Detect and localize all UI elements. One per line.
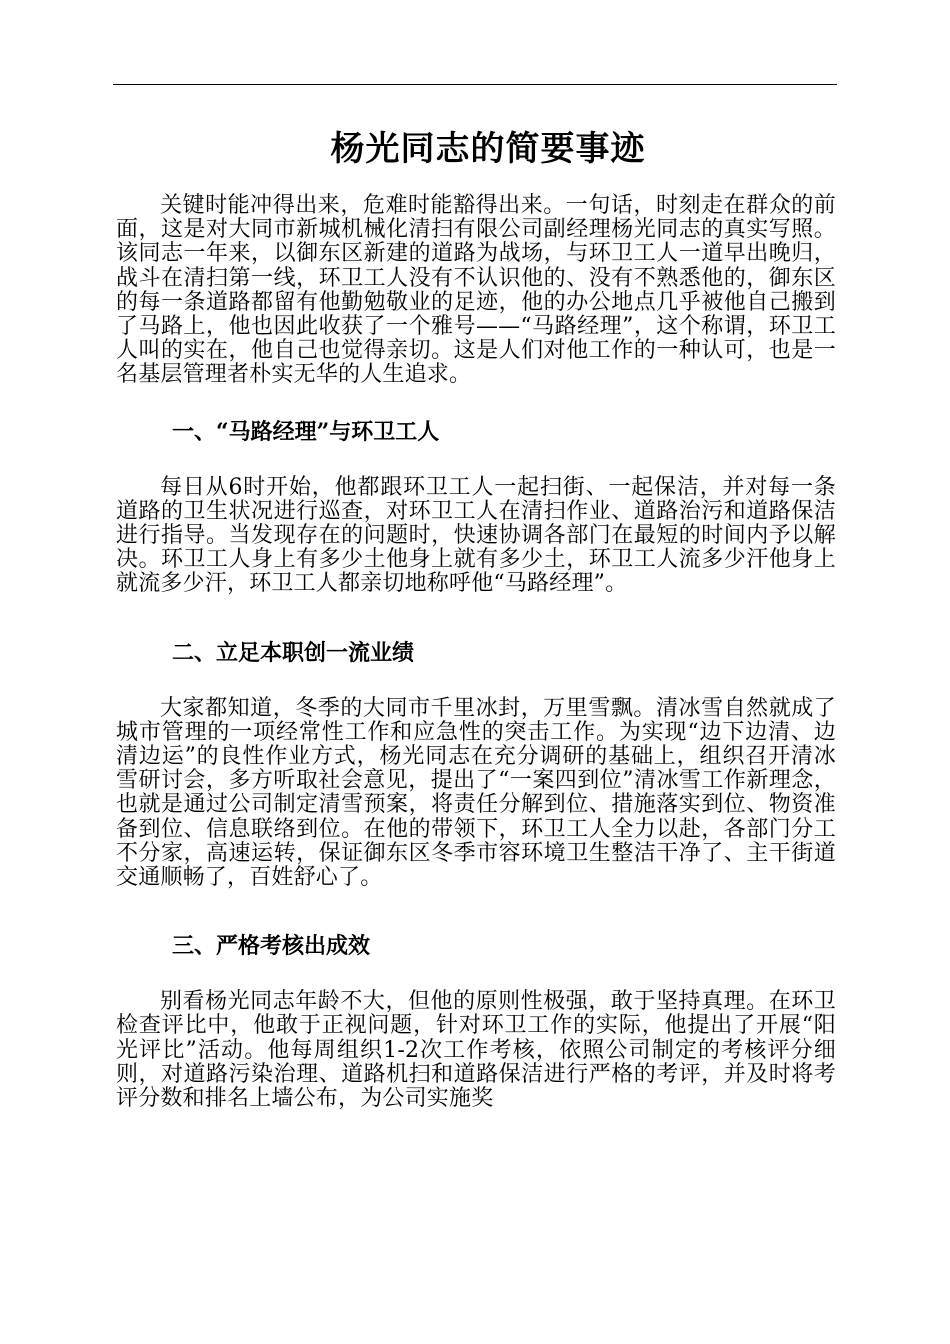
section-heading-3: 三、严格考核出成效 [172,933,371,960]
section-paragraph-2: 大家都知道，冬季的大同市千里冰封，万里雪飘。清冰雪自然就成了城市管理的一项经常性工作和应急性的突击工作。为实现“边下边清、边清边运”的良性作业方式，杨光同志在充分调研的基础上，组织召开清冰雪研讨会，多方听取社会意见，提出了“一案四到位”清冰雪工作新理念，也就是通过公司制定清雪预案，将责任分解到位、措施落实到位、物资准备到位、信息联络到位。在他的带领下，环卫工人全力以赴，各部门分工不分家，高速运转，保证御东区冬季市容环境卫生整洁干净了、主干街道交通顺畅了，百姓舒心了。 [116,695,836,891]
document-body [116,122,836,1111]
section-paragraph-3: 别看杨光同志年龄不大，但他的原则性极强，敢于坚持真理。在环卫检查评比中，他敢于正视问题，针对环卫工作的实际，他提出了开展“阳光评比”活动。他每周组织1-2次工作考核，依照公司制定的考核评分细则，对道路污染治理、道路机扫和道路保洁进行严格的考评，并及时将考评分数和排名上墙公布，为公司实施奖 [116,989,836,1112]
section-heading-2: 二、立足本职创一流业绩 [172,639,415,666]
header-rule [113,84,837,85]
document-title: 杨光同志的简要事迹 [330,129,646,169]
section-paragraph-1: 每日从6时开始，他都跟环卫工人一起扫街、一起保洁，并对每一条道路的卫生状况进行巡查，对环卫工人在清扫作业、道路治污和道路保洁进行指导。当发现存在的问题时，快速协调各部门在最短的时间内予以解决。环卫工人身上有多少土他身上就有多少土，环卫工人流多少汗他身上就流多少汗，环卫工人都亲切地称呼他“马路经理”。 [116,474,836,597]
section-heading-1: 一、“马路经理”与环卫工人 [172,418,440,445]
intro-paragraph: 关键时能冲得出来，危难时能豁得出来。一句话，时刻走在群众的前面，这是对大同市新城机械化清扫有限公司副经理杨光同志的真实写照。该同志一年来，以御东区新建的道路为战场，与环卫工人一道早出晚归，战斗在清扫第一线，环卫工人没有不认识他的、没有不熟悉他的，御东区的每一条道路都留有他勤勉敬业的足迹，他的办公地点几乎被他自己搬到了马路上，他也因此收获了一个雅号——“马路经理”，这个称谓，环卫工人叫的实在，他自己也觉得亲切。这是人们对他工作的一种认可，也是一名基层管理者朴实无华的人生追求。 [116,193,836,388]
